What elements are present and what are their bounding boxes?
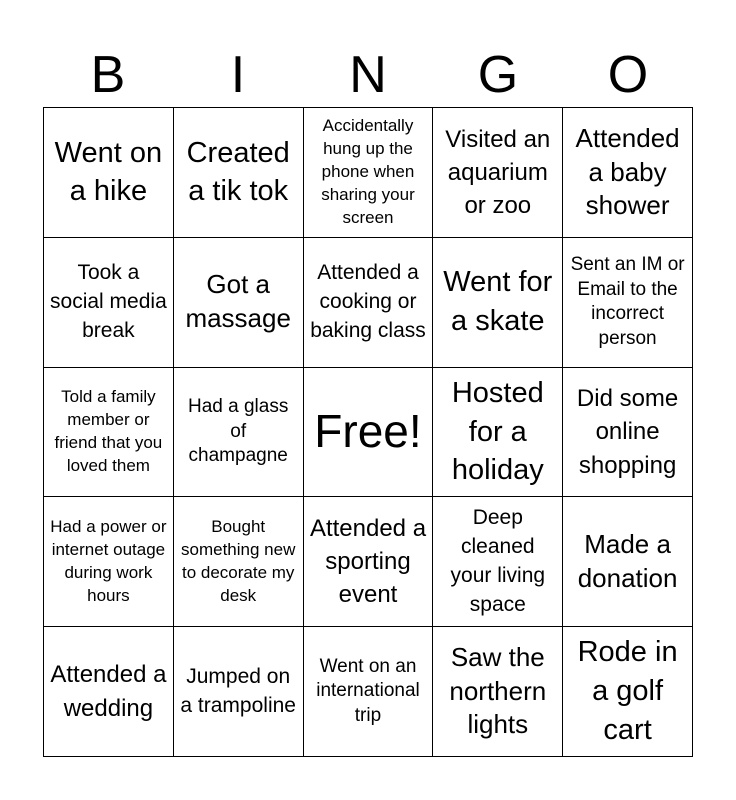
bingo-cell[interactable] bbox=[44, 238, 174, 368]
cell-text: Visited an aquarium or zoo bbox=[445, 125, 551, 219]
bingo-cell[interactable] bbox=[563, 627, 693, 757]
bingo-cell[interactable] bbox=[304, 238, 434, 368]
bingo-cell[interactable] bbox=[44, 108, 174, 238]
bingo-card bbox=[43, 107, 693, 757]
bingo-cell[interactable] bbox=[563, 108, 693, 238]
header-letter-o: O bbox=[607, 46, 649, 104]
bingo-cell[interactable] bbox=[174, 368, 304, 498]
free-space-cell[interactable] bbox=[304, 368, 434, 498]
bingo-cell[interactable] bbox=[174, 627, 304, 757]
bingo-cell[interactable] bbox=[174, 108, 304, 238]
cell-text: Attended a sporting event bbox=[309, 515, 427, 609]
bingo-cell[interactable] bbox=[433, 108, 563, 238]
bingo-header bbox=[43, 42, 693, 108]
header-letter-b: B bbox=[90, 46, 126, 104]
bingo-cell[interactable] bbox=[44, 627, 174, 757]
cell-text: Hosted for a holiday bbox=[451, 376, 544, 487]
bingo-cell[interactable] bbox=[174, 497, 304, 627]
bingo-cell[interactable] bbox=[304, 108, 434, 238]
free-space-text: Free! bbox=[314, 405, 422, 458]
cell-text: Sent an IM or Email to the incorrect person bbox=[570, 253, 685, 349]
cell-text: Created a tik tok bbox=[186, 136, 290, 208]
cell-text: Went on a hike bbox=[54, 136, 163, 208]
bingo-cell[interactable] bbox=[433, 368, 563, 498]
cell-text: Did some online shopping bbox=[576, 385, 679, 479]
cell-text: Went for a skate bbox=[443, 266, 553, 338]
header-letter-n: N bbox=[349, 46, 387, 104]
cell-text: Saw the northern lights bbox=[449, 641, 547, 740]
bingo-cell[interactable] bbox=[433, 238, 563, 368]
bingo-cell[interactable] bbox=[304, 627, 434, 757]
bingo-cell[interactable] bbox=[174, 238, 304, 368]
bingo-cell[interactable] bbox=[563, 238, 693, 368]
cell-text: Deep cleaned your living space bbox=[450, 505, 546, 616]
cell-text: Went on an international trip bbox=[316, 655, 420, 726]
bingo-cell[interactable] bbox=[563, 368, 693, 498]
cell-text: Got a massage bbox=[185, 269, 291, 334]
header-letter-g: G bbox=[477, 46, 519, 104]
cell-text: Accidentally hung up the phone when sharing your screen bbox=[321, 116, 415, 227]
bingo-cell[interactable] bbox=[433, 497, 563, 627]
cell-text: Attended a cooking or baking class bbox=[310, 260, 426, 342]
cell-text: Rode in a golf cart bbox=[577, 636, 678, 747]
cell-text: Bought something new to decorate my desk bbox=[181, 517, 296, 605]
bingo-cell[interactable] bbox=[563, 497, 693, 627]
cell-text: Had a power or internet outage during work hours bbox=[50, 517, 167, 605]
bingo-cell[interactable] bbox=[44, 368, 174, 498]
bingo-cell[interactable] bbox=[304, 497, 434, 627]
bingo-cell[interactable] bbox=[433, 627, 563, 757]
cell-text: Attended a baby shower bbox=[575, 122, 680, 221]
cell-text: Took a social media break bbox=[50, 260, 167, 342]
cell-text: Jumped on a trampoline bbox=[180, 664, 296, 717]
cell-text: Made a donation bbox=[577, 528, 678, 593]
bingo-cell[interactable] bbox=[44, 497, 174, 627]
cell-text: Had a glass of champagne bbox=[188, 395, 289, 467]
cell-text: Told a family member or friend that you loved them bbox=[54, 387, 163, 475]
header-letter-i: I bbox=[230, 46, 246, 104]
cell-text: Attended a wedding bbox=[50, 661, 167, 722]
